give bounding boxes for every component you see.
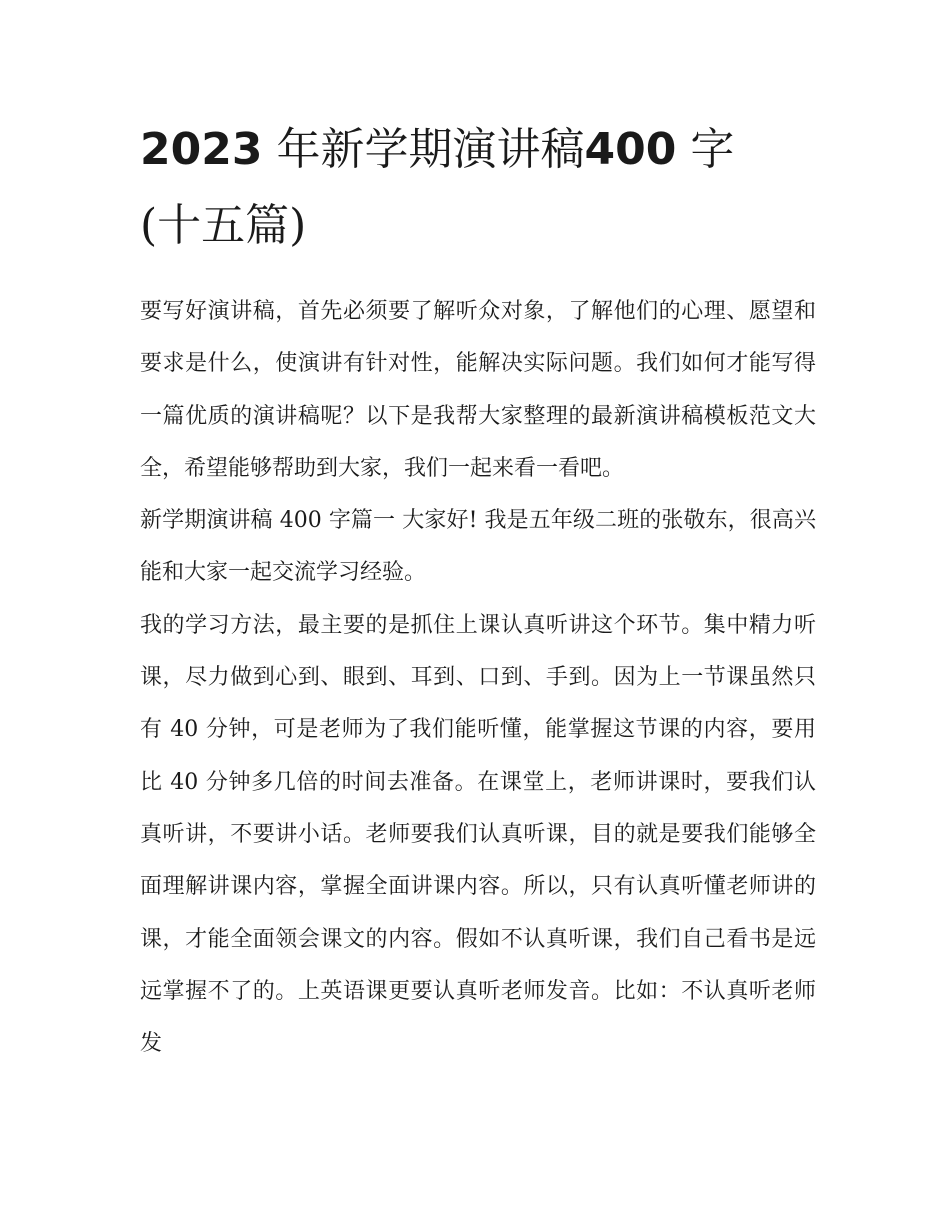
paragraph-greeting: 新学期演讲稿 400 字篇一 大家好! 我是五年级二班的张敬东，很高兴能和大家一起交流学习经验。 xyxy=(140,508,816,586)
title-word-count: 400 xyxy=(584,124,677,175)
paragraph-study-method: 我的学习方法，最主要的是抓住上课认真听讲这个环节。集中精力听课，尽力做到心到、眼到、耳到、口到、手到。因为上一节课虽然只有 40 分钟，可是老师为了我们能听懂，能掌握这节课的内容，要用比 40 分钟多几倍的时间去准备。在课堂上，老师讲课时，要我们认真听讲，不要讲小话。老师要我们认真听课，目的就是要我们能够全面理解讲课内容，掌握全面讲课内容。所以，只有认真听懂老师讲的课，才能全面领会课文的内容。假如不认真听课，我们自己看书是远远掌握不了的。上英语课更要认真听老师发音。比如：不认真听老师发 xyxy=(140,612,816,1057)
title-text: 年新学期演讲稿 xyxy=(276,124,585,175)
document-body xyxy=(140,286,816,1070)
title-line-2: (十五篇) xyxy=(140,200,307,251)
title-tail: 字 xyxy=(690,124,735,175)
title-year: 2023 xyxy=(140,124,263,175)
document-title xyxy=(140,112,816,264)
title-line-1 xyxy=(140,112,816,188)
paragraph-intro: 要写好演讲稿，首先必须要了解听众对象，了解他们的心理、愿望和要求是什么，使演讲有针对性，能解决实际问题。我们如何才能写得一篇优质的演讲稿呢？以下是我帮大家整理的最新演讲稿模板范文大全，希望能够帮助到大家，我们一起来看一看吧。 xyxy=(140,299,816,481)
document-page xyxy=(140,112,816,1070)
